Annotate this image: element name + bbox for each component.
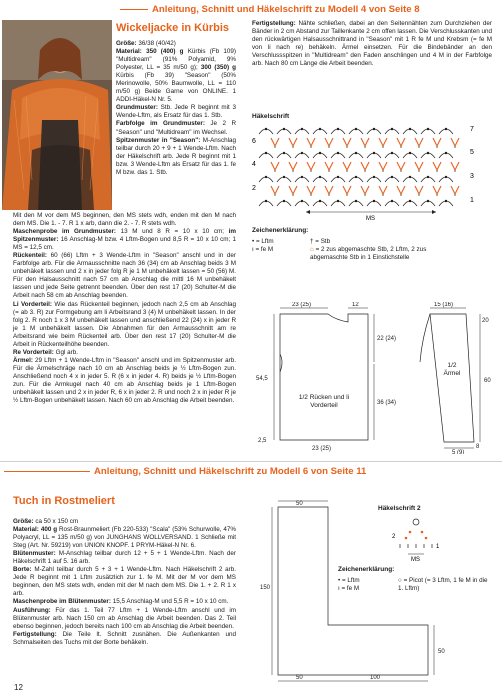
double-crochet-icon: † (310, 238, 314, 245)
row-number: 2 (252, 185, 256, 192)
row-number: 1 (436, 544, 440, 550)
chain-symbol-icon: • (338, 577, 341, 584)
dim-back-neck: 12 (352, 302, 359, 308)
col1-top-paragraph: Grundmuster: Stb. Jede R beginnt mit 3 Wende-Lftm, als Ersatz für das 1. Stb. (116, 104, 236, 120)
chain-dot (355, 176, 357, 178)
chain-dot (319, 128, 321, 130)
sleeve-label: 1/2 Ärmel (443, 362, 461, 377)
instructions-main (13, 212, 236, 405)
instructions-top (116, 40, 236, 177)
row-number: 3 (470, 173, 474, 180)
chain-dot (337, 176, 339, 178)
dim-sleeve-bottom: 5 (9) (452, 450, 465, 454)
cluster-mark (307, 162, 315, 170)
dim-sleeve-top: 15 (16) (434, 302, 454, 308)
cluster-mark (379, 186, 387, 194)
chain-dot (355, 152, 357, 154)
cluster-mark (379, 138, 387, 146)
crochet-chart-2 (392, 516, 452, 564)
chart-label-1: Häkelschrift (252, 113, 290, 120)
cluster-mark (415, 138, 423, 146)
legend2-item-lftm: • = Lftm (338, 577, 360, 584)
pattern-title-1: Wickeljacke in Kürbis (116, 22, 230, 34)
chain-dot (265, 152, 267, 154)
cluster-mark (451, 138, 459, 146)
chain-dot (409, 176, 411, 178)
chain-dot (301, 200, 303, 202)
col1-top-paragraph: Größe: 36/38 (40/42) (116, 40, 176, 47)
chain-dot (409, 152, 411, 154)
cluster-mark (451, 162, 459, 170)
cluster-mark (271, 186, 279, 194)
chain-dot (265, 200, 267, 202)
dim-back-armhole: 22 (24) (377, 336, 397, 342)
cluster-mark (289, 138, 297, 146)
chain-dot (355, 128, 357, 130)
cluster-mark (343, 162, 351, 170)
legend-title-1: Zeichenerklärung: (252, 227, 309, 234)
chain-dot (283, 176, 285, 178)
legend-item-lftm: • = Lftm (252, 238, 274, 245)
chain-dot (445, 200, 447, 202)
instructions-shawl (13, 518, 236, 647)
dim-back-hem: 2,5 (258, 438, 267, 444)
cluster-mark (433, 186, 441, 194)
col1-bottom-paragraph: Fertigstellung: Die Teile lt. Schnitt zusnähen. Die Außenkanten und Schmalseiten des Tuchs mit der Borte behäkeln. (13, 630, 236, 646)
chain-dot (265, 128, 267, 130)
cluster-mark (343, 138, 351, 146)
chain-dot (301, 176, 303, 178)
single-crochet-icon: ı (338, 585, 340, 592)
dim-right: 50 (438, 649, 445, 655)
chain-dot (427, 152, 429, 154)
chain-dot (283, 152, 285, 154)
cluster-mark (397, 138, 405, 146)
cluster-mark (361, 138, 369, 146)
chain-dot (301, 152, 303, 154)
col1-top-paragraph: Spitzenmuster in "Season": M-Anschlag teilbar durch 20 + 9 + 1 Wende-Lftm. Nach der Häkelschrift arb. Jede R beginnt mit 1 bzw. 3 Wende-Lftm als Ersatz für das 1. fe M bzw. das 1. Stb. (116, 136, 237, 176)
chain-dot (445, 176, 447, 178)
chart-label-2: Häkelschrift 2 (378, 505, 421, 512)
cluster-mark (379, 162, 387, 170)
chain-dot (427, 176, 429, 178)
col1-main-paragraph: Re Vorderteil: Ggl arb. (13, 348, 78, 356)
cluster-mark (289, 186, 297, 194)
chain-dot (283, 200, 285, 202)
dim-back-total: 54,5 (256, 376, 268, 382)
cluster-mark (307, 186, 315, 194)
chain-dot (427, 128, 429, 130)
cluster-mark (271, 162, 279, 170)
crochet-chart-1 (250, 122, 490, 222)
dim-sleeve-cap: 20 (482, 318, 489, 324)
pattern-schematic-1 (252, 302, 497, 454)
row-number: 4 (252, 161, 256, 168)
cluster-symbol-icon: ⌂ (310, 246, 314, 253)
chain-dot (337, 152, 339, 154)
chain-dot (355, 200, 357, 202)
single-crochet-icon: ı (252, 246, 254, 253)
cluster-mark (343, 186, 351, 194)
cluster-mark (325, 138, 333, 146)
dim-top: 50 (296, 501, 303, 507)
ms-label: MS (366, 216, 375, 222)
section-header-1 (120, 4, 420, 15)
model-photo (2, 20, 112, 210)
cluster-mark (271, 138, 279, 146)
chain-dot (373, 200, 375, 202)
col1-main-paragraph: Mit den M vor dem MS beginnen, den MS stets wdh, enden mit den M nach dem MS. Die 1. - 7. R 1 x arb, dann die 2. - 7. R stets wdh. (13, 212, 236, 228)
chain-dot (391, 152, 393, 154)
chain-dot (319, 200, 321, 202)
cluster-mark (433, 138, 441, 146)
back-piece-label: 1/2 Rücken und li Vorderteil (298, 394, 350, 409)
chain-dot (373, 152, 375, 154)
chain-dot (373, 128, 375, 130)
chain-dot (319, 176, 321, 178)
row-number: 1 (470, 197, 474, 204)
col2-top-paragraph: Fertigstellung: Nähte schließen, dabei an den Seitennähten zum Durchziehen der Bänder in 2 cm Abstand zur Taillenkante 2 cm offen lassen. Die Verschlusskanten und den rückwärtigen Halsausschnittrand in "Season" mit 1 R fe M und Krebsm (= fe M von li nach re) behäkeln. Ärmel einsetzen. Für die Bindebänder an den Verschlussspitzen in "Multidream" den Faden anschlingen und 4 M in der Farbfolge arb. Nach 80 cm Länge die Arbeit beenden. (252, 20, 492, 68)
col1-top-paragraph: Material: 350 (400) g Kürbis (Fb 109) "Multidream" (91% Polyamid, 9% Polyester, LL = 35 m/50 g); 300 (350) g Kürbis (Fb 39) "Season" (50% Merinowolle, 50% Baumwolle, LL = 110 m/50 g) Beide Garne von ONLINE. 1 ADDI-Häkel-N Nr. 5. (116, 48, 236, 104)
dim-back-shoulder: 23 (25) (292, 302, 312, 308)
chain-dot (445, 152, 447, 154)
chain-symbol-icon: • (252, 238, 255, 245)
col1-bottom-paragraph: Größe: ca 50 x 150 cm (13, 518, 79, 525)
legend-item-fem: ı = fe M (252, 246, 274, 253)
cluster-mark (415, 186, 423, 194)
chain-dot (301, 128, 303, 130)
dim-bottom-a: 50 (296, 675, 303, 681)
col1-top-paragraph: Farbfolge im Grundmuster: Je 2 R "Season" und "Multidream" im Wechsel. (116, 120, 237, 136)
row-number: 7 (470, 126, 474, 133)
chain-dot (337, 128, 339, 130)
col1-bottom-paragraph: Maschenprobe im Blütenmuster: 15,5 Anschlag-M und 5,5 R = 10 x 10 cm. (13, 598, 229, 606)
cluster-mark (325, 162, 333, 170)
col1-bottom-paragraph: Material: 400 g Rost-Braunmeliert (Fb 220-533) "Scala" (53% Schurwolle, 47% Polyacryl, LL = 135 m/50 g) von JUNGHANS WOLLVERSAND. 1 Schließe mit Steg (Art. Nr. 59219) von UNION KNOPF. 1 PRYM-Häkel-N Nr. 6. (13, 526, 236, 550)
col1-main-paragraph: Rückenteil: 60 (66) Lftm + 3 Wende-Lftm in "Season" anschl und in der Farbfolge arb. Für die Armausschnitte nach 36 (34) cm ab Anschlag beids 3 M unbehäkelt lassen und 2 x in jeder folg R je 1 M unbehäkelt lassen = 50 (56) M. Für den Halsausschnitt nach 57 cm ab Anschlag die mittl 16 M unbehäkelt lassen und jede Seite getrennt beenden. Über den rest 17 (20) Schulter-M die Arbeit nach 58 cm ab Anschlag beenden. (13, 252, 236, 300)
dim-sleeve-total: 60 (484, 378, 491, 384)
pattern-title-2: Tuch in Rostmeliert (13, 495, 115, 507)
ms-label: MS (411, 557, 420, 563)
cluster-mark (361, 162, 369, 170)
col1-main-paragraph: Li Vorderteil: Wie das Rückenteil beginnen, jedoch nach 2,5 cm ab Anschlag (= ab 3. R) zur Formgebung am li Arbeitsrand 3 (4) M unbehäkelt lassen. In der folg 2. R noch 1 x 3 M unbehäkelt lassen und anschließend 22 (24) x in jeder R je 1 M unbehäkelt lassen. Die Abnahmen für den Armausschnitt am re Arbeitsrand wie beim Rückenteil arb. Über den rest 17 (20) Schulter-M die Arbeit in Rückenteilhöhe beenden. (13, 300, 236, 348)
chain-dot (427, 200, 429, 202)
header-text: Anleitung, Schnitt und Häkelschrift zu Modell 4 von Seite 8 (152, 4, 420, 15)
row-number: 2 (392, 534, 396, 540)
legend-title-2: Zeichenerklärung: (338, 566, 395, 573)
legend2-item-picot: ○ = Picot (= 3 Lftm, 1 fe M in die 1. Lftm) (398, 577, 488, 593)
row-number: 6 (252, 138, 256, 145)
dim-sleeve-cuff: 8 (476, 444, 480, 450)
cluster-mark (289, 162, 297, 170)
cluster-mark (397, 186, 405, 194)
picot-symbol-icon: ○ (398, 577, 402, 584)
chain-dot (391, 128, 393, 130)
dim-bottom-b: 100 (370, 675, 381, 681)
dim-back-side: 36 (34) (377, 400, 397, 406)
cluster-mark (433, 162, 441, 170)
chain-dot (445, 128, 447, 130)
row-number: 5 (470, 149, 474, 156)
chain-dot (319, 152, 321, 154)
col1-main-paragraph: Ärmel: 29 Lftm + 1 Wende-Lftm in "Season" anschl und im Spitzenmuster arb. Für die Ärmelschräge nach 10 cm ab Anschlag beids je ½ Lftm-Bogen zun. Anschließend noch 4 x in jeder 5. R (6 x in jeder 4. R) beids je ½ Lftm-Bogen zun. Für die Armkugel nach 40 cm ab Anschlag beids je 1 Lftm-Bogen unbehäkelt lassen und 2 x in jeder R, 6 x in jeder 2. R und noch 2 x in jeder R je ½ Lftm-Bogen unbehäkelt lassen. Nach 60 cm ab Anschlag die Arbeit beenden. (13, 356, 236, 405)
col1-bottom-paragraph: Ausführung: Für das 1. Teil 77 Lftm + 1 Wende-Lftm anschl und im Blütenmuster arb. Nach 150 cm ab Anschlag die Arbeit beenden. Das 2. Teil ebenso beginnen, jedoch bereits nach 100 cm ab Anschlag die Arbeit beenden. (13, 606, 236, 630)
legend-item-stb: † = Stb (310, 238, 331, 245)
header-text: Anleitung, Schnitt und Häkelschrift zu Modell 6 von Seite 11 (94, 466, 367, 477)
chain-dot (265, 176, 267, 178)
chain-dot (391, 176, 393, 178)
col1-bottom-paragraph: Blütenmuster: M-Anschlag teilbar durch 12 + 5 + 1 Wende-Lftm. Nach der Häkelschrift 1 auf 5. 16 arb. (13, 550, 236, 566)
col1-bottom-paragraph: Borte: M-Zahl teilbar durch 5 + 3 + 1 Wende-Lftm. Nach Häkelschrift 2 arb. Jede R beginnt mit 1 Lftm zusätzlich zur 1. fe M. Mit der M vor dem MS beginnen, den MS stets wdh, enden mit der M nach dem MS. Die 1. + 2. R 1 x arb. (13, 566, 236, 598)
legend2-item-fem: ı = fe M (338, 585, 360, 592)
cluster-mark (415, 162, 423, 170)
section-header-2 (4, 466, 366, 477)
chain-dot (391, 200, 393, 202)
header-rule (4, 471, 90, 472)
chain-dot (373, 176, 375, 178)
dim-left: 150 (260, 585, 271, 591)
cluster-mark (361, 186, 369, 194)
cluster-mark (451, 186, 459, 194)
finishing-instructions (252, 20, 492, 68)
chain-dot (337, 200, 339, 202)
chain-dot (409, 200, 411, 202)
page-number: 12 (14, 683, 23, 692)
legend-item-cluster: ⌂ = 2 zus abgemaschte Stb, 2 Lftm, 2 zus abgemaschte Stb in 1 Einstichstelle (310, 246, 427, 262)
chain-dot (283, 128, 285, 130)
dim-back-bottom: 23 (25) (312, 446, 332, 452)
col1-main-paragraph: Maschenprobe im Grundmuster: 13 M und 8 R = 10 x 10 cm; im Spitzenmuster: 16 Anschlag-M bzw. 4 Lftm-Bogen und 8,5 R = 10 x 10 cm; 1 MS = 12,5 cm. (13, 228, 236, 252)
cluster-mark (325, 186, 333, 194)
cluster-mark (307, 138, 315, 146)
header-rule (120, 9, 148, 10)
section-divider (0, 461, 502, 462)
chain-dot (409, 128, 411, 130)
cluster-mark (397, 162, 405, 170)
